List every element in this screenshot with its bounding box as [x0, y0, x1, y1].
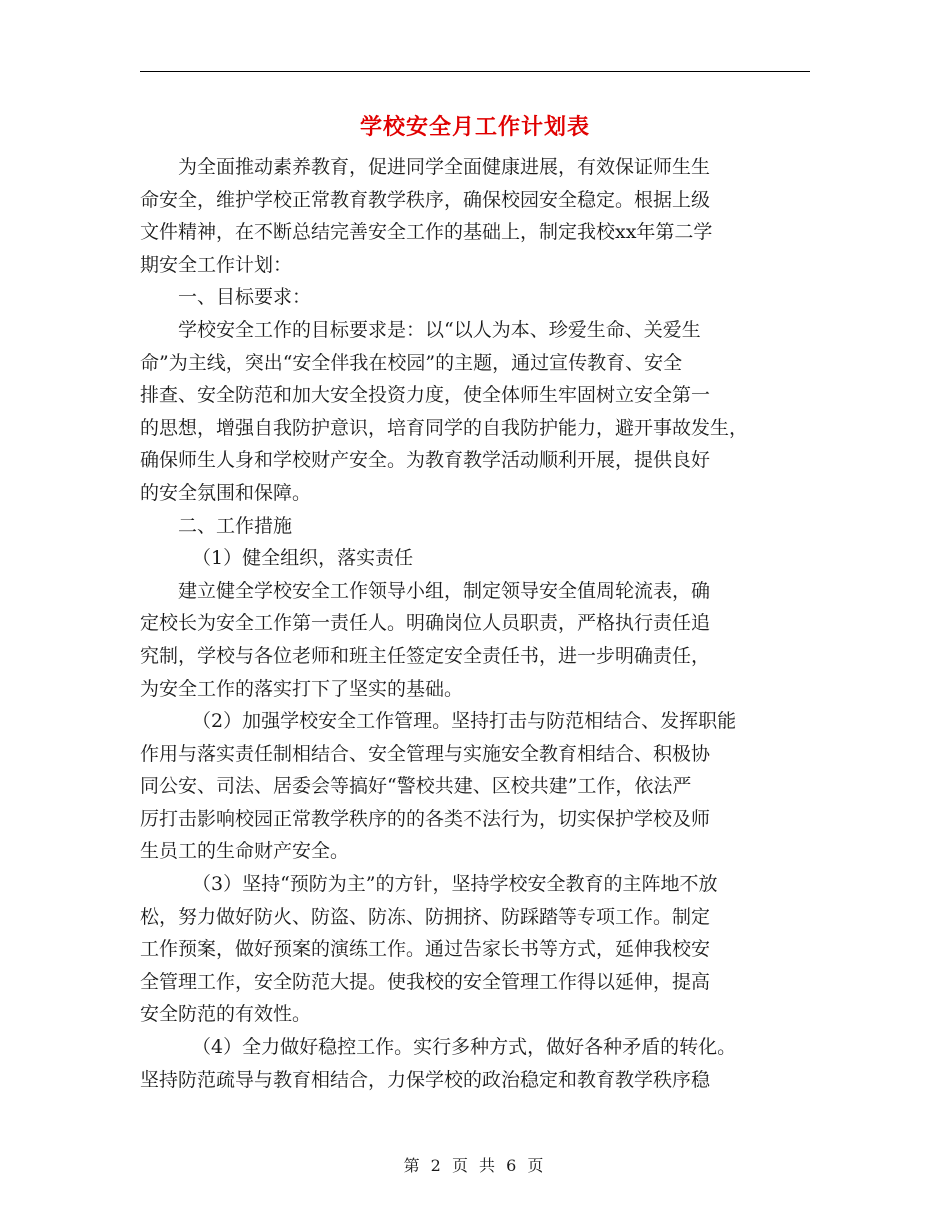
paragraph-line: 安全防范的有效性。: [140, 1003, 312, 1026]
paragraph-line: 的思想，增强自我防护意识，培育同学的自我防护能力，避开事故发生，: [140, 416, 749, 439]
paragraph-line: 坚持防范疏导与教育相结合，力保学校的政治稳定和教育教学秩序稳: [140, 1068, 711, 1091]
paragraph-line: 学校安全工作的目标要求是：以“以人为本、珍爱生命、关爱生: [178, 318, 701, 341]
paragraph-line: 究制，学校与各位老师和班主任签定安全责任书，进一步明确责任，: [140, 644, 711, 667]
paragraph-line: 排查、安全防范和加大安全投资力度，使全体师生牢固树立安全第一: [140, 384, 711, 407]
page-number-footer: 第 2 页 共 6 页: [403, 1156, 547, 1175]
paragraph-line: 命安全，维护学校正常教育教学秩序，确保校园安全稳定。根据上级: [140, 188, 711, 211]
paragraph-line: 同公安、司法、居委会等搞好“警校共建、区校共建”工作，依法严: [140, 775, 692, 798]
paragraph-line: 松，努力做好防火、防盗、防冻、防拥挤、防踩踏等专项工作。制定: [140, 905, 711, 928]
paragraph-line: 工作预案，做好预案的演练工作。通过告家长书等方式，延伸我校安: [140, 938, 711, 961]
section-heading: 一、目标要求：: [178, 286, 312, 309]
paragraph-line: 的安全氛围和保障。: [140, 481, 312, 504]
paragraph-line: 生员工的生命财产安全。: [140, 840, 350, 863]
paragraph-line: 建立健全学校安全工作领导小组，制定领导安全值周轮流表，确: [178, 579, 711, 602]
paragraph-line: 定校长为安全工作第一责任人。明确岗位人员职责，严格执行责任追: [140, 612, 711, 635]
document-body: [140, 151, 812, 1096]
paragraph-line: 期安全工作计划：: [140, 253, 293, 276]
paragraph-line: 为全面推动素养教育，促进同学全面健康进展，有效保证师生生: [178, 156, 711, 178]
paragraph-line: （3）坚持“预防为主”的方针，坚持学校安全教育的主阵地不放: [192, 873, 718, 896]
subsection-heading: （1）健全组织，落实责任: [192, 547, 414, 570]
paragraph-line: 全管理工作，安全防范大提。使我校的安全管理工作得以延伸，提高: [140, 970, 711, 993]
paragraph-line: 命”为主线，突出“安全伴我在校园”的主题，通过宣传教育、安全: [140, 351, 683, 374]
paragraph-line: （4）全力做好稳控工作。实行多种方式，做好各种矛盾的转化。: [192, 1036, 737, 1059]
paragraph-line: 厉打击影响校园正常教学秩序的的各类不法行为，切实保护学校及师: [140, 807, 711, 830]
section-heading: 二、工作措施: [178, 514, 293, 537]
paragraph-line: 文件精神，在不断总结完善安全工作的基础上，制定我校xx年第二学: [140, 221, 713, 244]
document-title: 学校安全月工作计划表: [359, 114, 590, 140]
paragraph-line: 确保师生人身和学校财产安全。为教育教学活动顺利开展，提供良好: [140, 449, 711, 472]
header-rule: [140, 71, 810, 72]
paragraph-line: 作用与落实责任制相结合、安全管理与实施安全教育相结合、积极协: [140, 742, 711, 765]
paragraph-line: （2）加强学校安全工作管理。坚持打击与防范相结合、发挥职能: [192, 710, 737, 733]
paragraph-line: 为安全工作的落实打下了坚实的基础。: [140, 677, 464, 700]
